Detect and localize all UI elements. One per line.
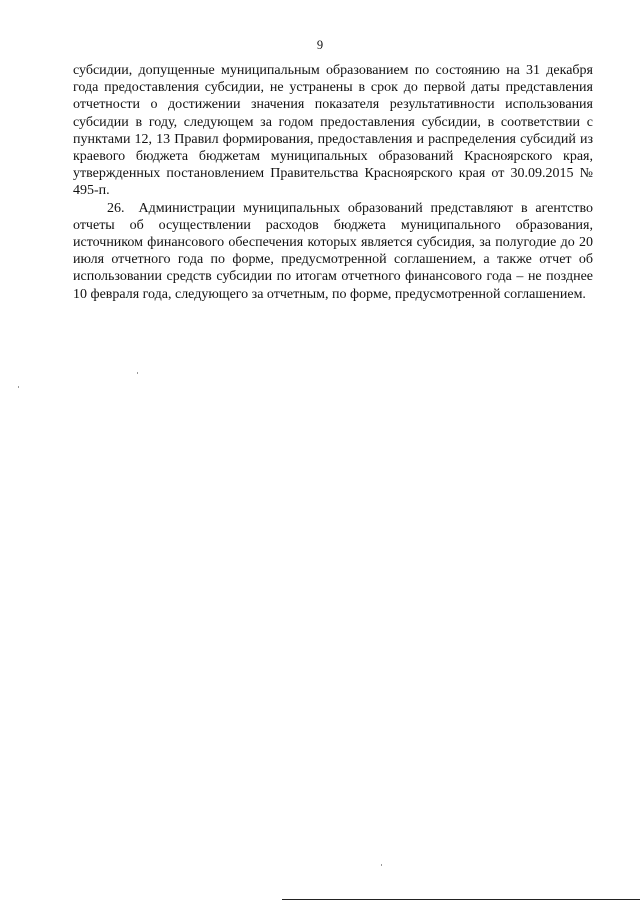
paragraph-number: 26. <box>107 200 125 216</box>
scan-speck <box>18 386 19 388</box>
footer-rule <box>282 899 640 900</box>
paragraph-continuation: субсидии, допущенные муниципальным образованием по состоянию на 31 декабря года предоставления субсидии, не устранены в срок до первой даты представления отчетности о достижении значения показателя результативности использования субсидии в году, следующем за годом предоставления субсидии, в соответствии с пунктами 12, 13 Правил формирования, предоставления и распределения субсидий из краевого бюджета бюджетам муниципальных образований Красноярского края, утвержденных постановлением Правительства Красноярского края от 30.09.2015 № 495-п. <box>73 63 593 199</box>
scan-speck <box>381 864 382 866</box>
page-number: 9 <box>316 38 324 52</box>
scan-speck <box>137 372 138 374</box>
paragraph-26 <box>73 200 593 303</box>
paragraph-text: Администрации муниципальных образований представляют в агентство отчеты об осуществлении расходов бюджета муниципального образования, источником финансового обеспечения которых является субсидия, за полугодие до 20 июля отчетного года по форме, предусмотренной соглашением, а также отчет об использовании средств субсидии по итогам отчетного финансового года – не позднее 10 февраля года, следующего за отчетным, по форме, предусмотренной соглашением. <box>73 200 593 302</box>
document-body <box>73 62 593 303</box>
